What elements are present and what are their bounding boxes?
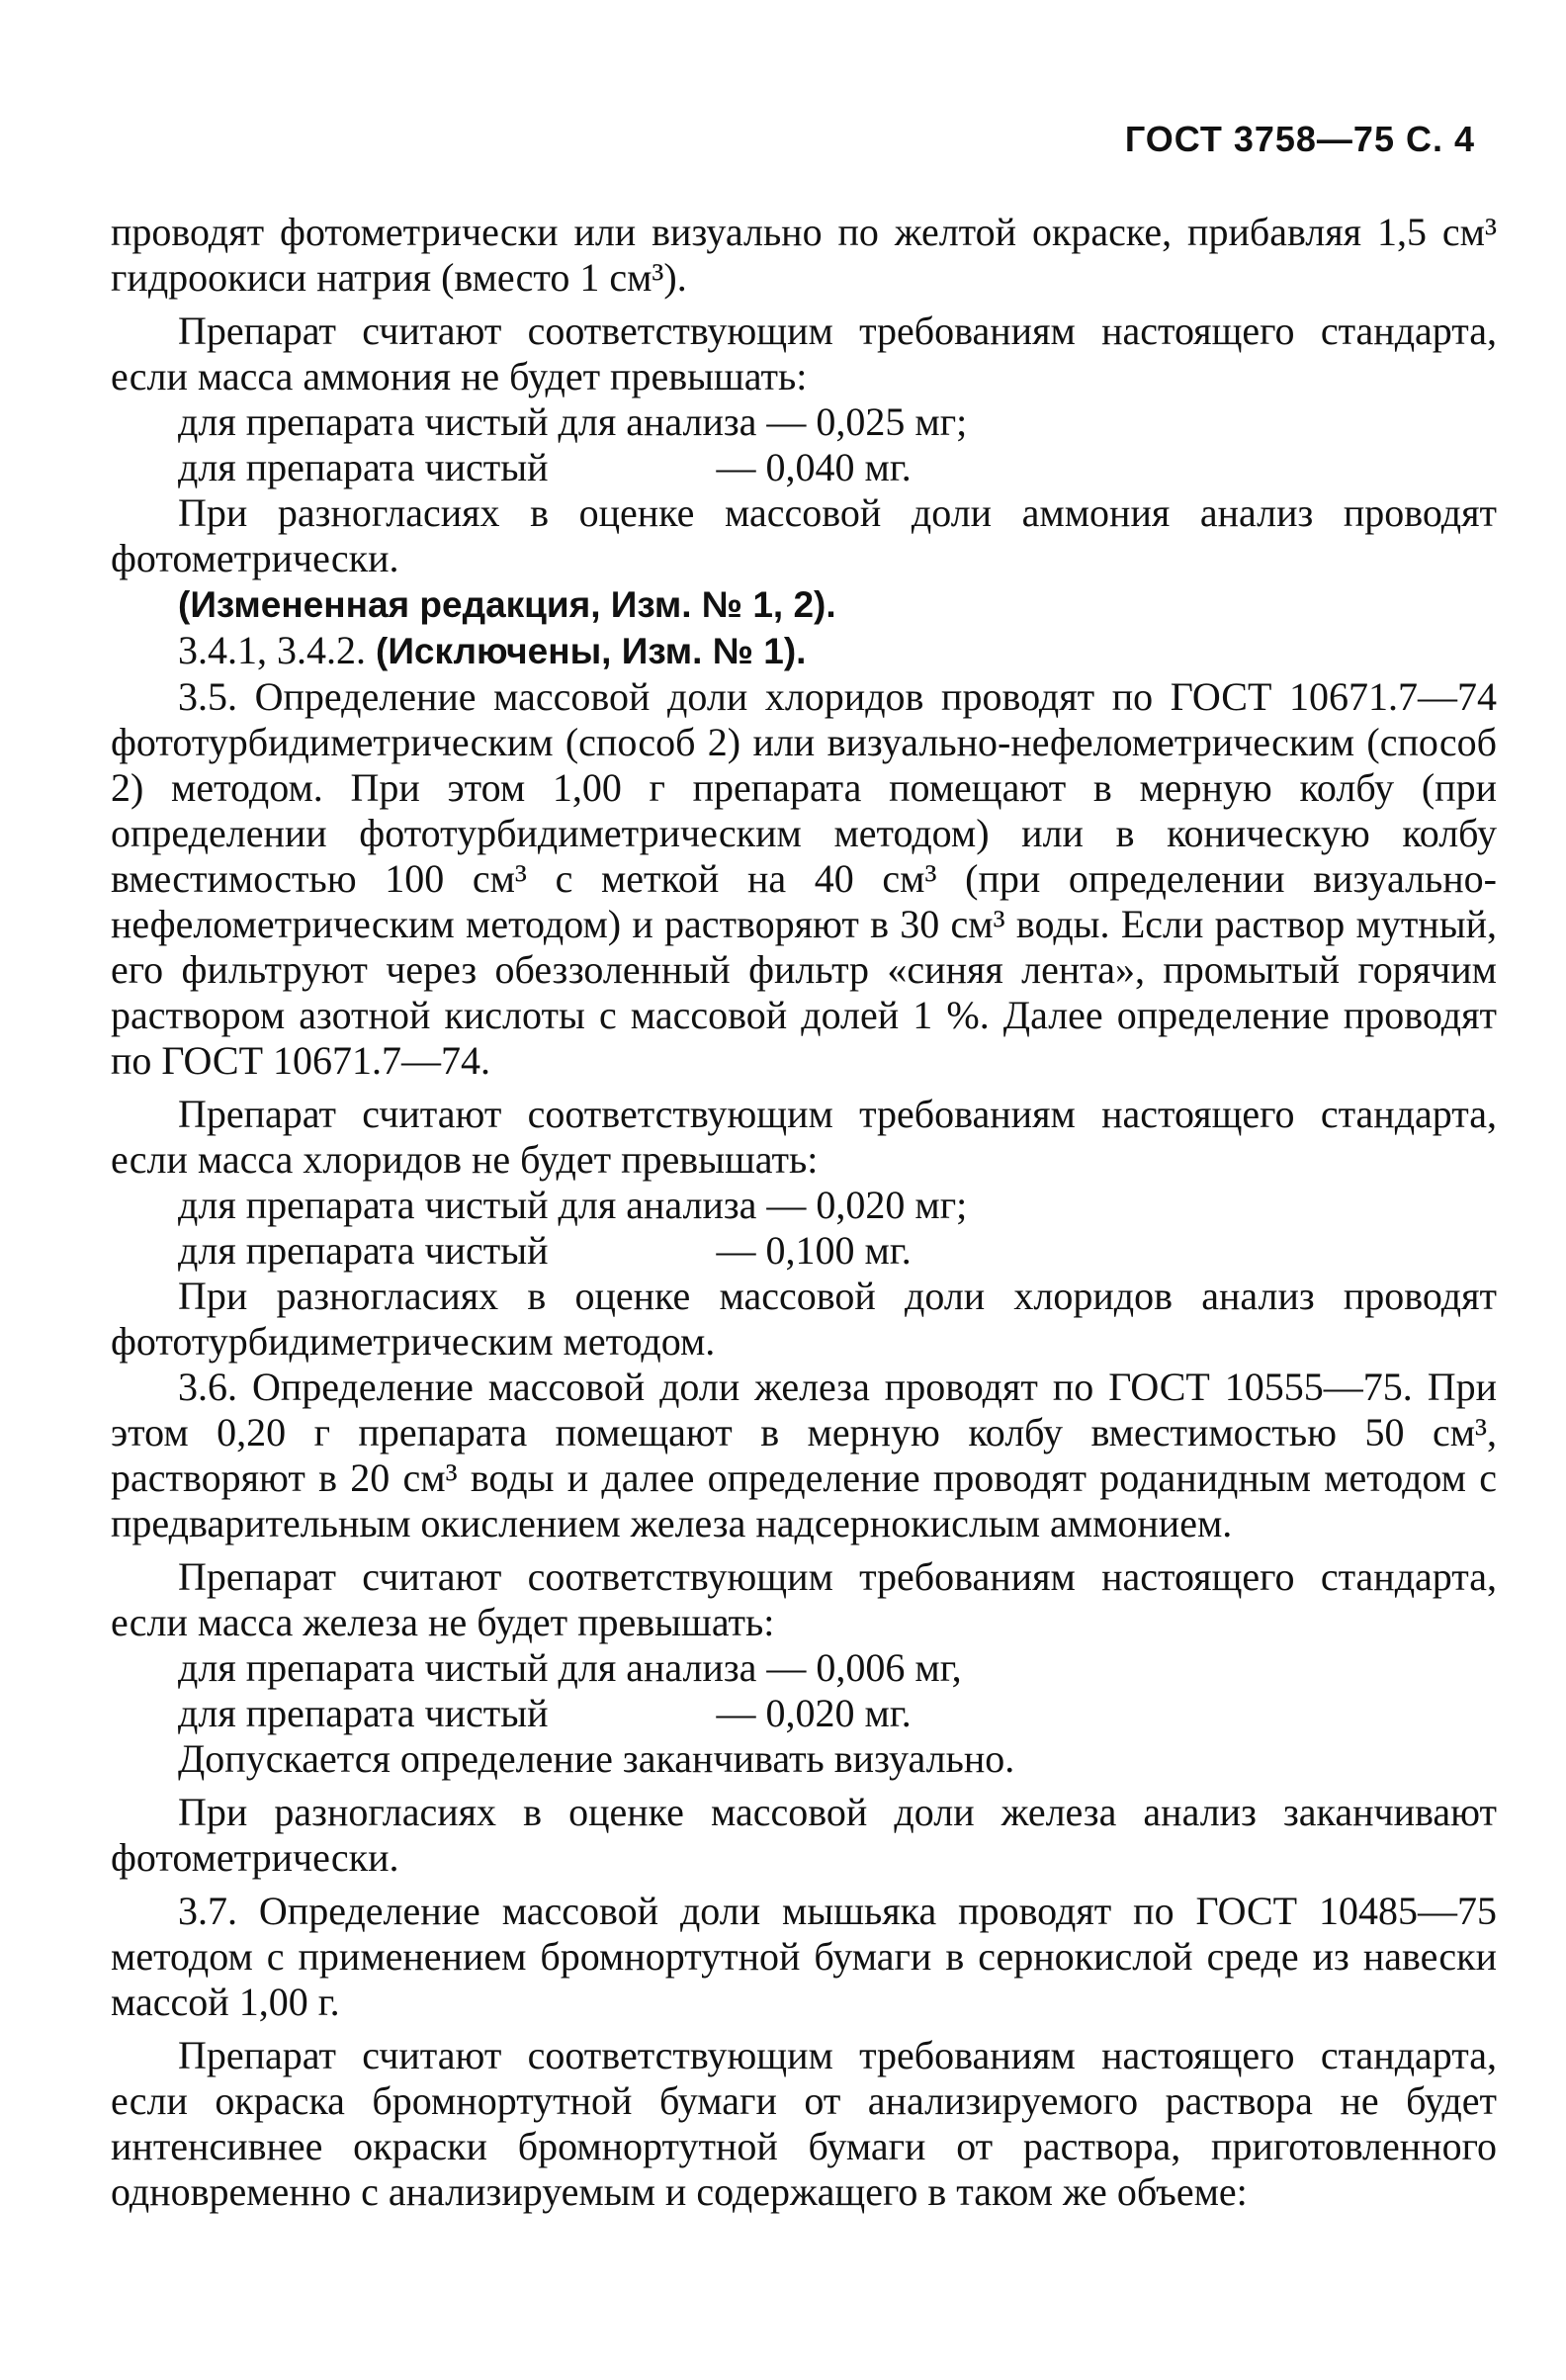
paragraph: При разногласиях в оценке массовой доли железа анализ заканчивают фотометрически. xyxy=(111,1790,1497,1880)
list-item: для препарата чистый для анализа — 0,025 мг; xyxy=(178,399,968,444)
amendment-note xyxy=(111,581,1497,628)
list-item: для препарата чистый — 0,020 мг. xyxy=(178,1691,912,1735)
paragraph-excluded xyxy=(111,628,1497,674)
amendment-note-text: (Измененная редакция, Изм. № 1, 2). xyxy=(178,584,836,625)
paragraph: Препарат считают соответствующим требованиям настоящего стандарта, если масса аммония не будет превышать: xyxy=(111,309,1497,398)
paragraph: Допускается определение заканчивать визуально. xyxy=(178,1736,1015,1781)
excluded-note: (Исключены, Изм. № 1). xyxy=(376,631,807,671)
paragraph: проводят фотометрически или визуально по желтой окраске, прибавляя 1,5 см³ гидроокиси натрия (вместо 1 см³). xyxy=(111,210,1497,300)
document-body xyxy=(111,210,1497,2215)
page-header: ГОСТ 3758—75 С. 4 xyxy=(1124,119,1475,159)
list-item: для препарата чистый — 0,040 мг. xyxy=(178,445,912,489)
section-3-6: 3.6. Определение массовой доли железа проводят по ГОСТ 10555—75. При этом 0,20 г препарата помещают в мерную колбу вместимостью 50 см³, растворяют в 20 см³ воды и далее определение проводят роданидным методом с предварительным окислением железа надсернокислым аммонием. xyxy=(111,1365,1497,1545)
section-3-5: 3.5. Определение массовой доли хлоридов проводят по ГОСТ 10671.7—74 фототурбидиметрическим (способ 2) или визуально-нефелометрическим (способ 2) методом. При этом 1,00 г препарата помещают в мерную колбу (при определении фототурбидиметрическим методом) или в коническую колбу вместимостью 100 см³ с меткой на 40 см³ (при определении визуально-нефелометрическим методом) и растворяют в 30 см³ воды. Если раствор мутный, его фильтруют через обеззоленный фильтр «синяя лента», промытый горячим раствором азотной кислоты с массовой долей 1 %. Далее определение проводят по ГОСТ 10671.7—74. xyxy=(111,674,1497,1083)
list-item: для препарата чистый для анализа — 0,020 мг; xyxy=(178,1183,968,1227)
section-number: 3.4.1, 3.4.2. xyxy=(178,628,366,672)
paragraph: При разногласиях в оценке массовой доли хлоридов анализ проводят фототурбидиметрическим методом. xyxy=(111,1274,1497,1364)
list-item: для препарата чистый для анализа — 0,006 мг, xyxy=(178,1645,962,1690)
list-item: для препарата чистый — 0,100 мг. xyxy=(178,1228,912,1273)
section-3-7: 3.7. Определение массовой доли мышьяка проводят по ГОСТ 10485—75 методом с применением бромнортутной бумаги в сернокислой среде из навески массой 1,00 г. xyxy=(111,1889,1497,2024)
paragraph: Препарат считают соответствующим требованиям настоящего стандарта, если окраска бромнортутной бумаги от анализируемого раствора не будет интенсивнее окраски бромнортутной бумаги от раствора, приготовленного одновременно с анализируемым и содержащего в таком же объеме: xyxy=(111,2033,1497,2214)
paragraph: Препарат считают соответствующим требованиям настоящего стандарта, если масса железа не будет превышать: xyxy=(111,1554,1497,1644)
paragraph: При разногласиях в оценке массовой доли аммония анализ проводят фотометрически. xyxy=(111,490,1497,580)
paragraph: Препарат считают соответствующим требованиям настоящего стандарта, если масса хлоридов не будет превышать: xyxy=(111,1092,1497,1182)
